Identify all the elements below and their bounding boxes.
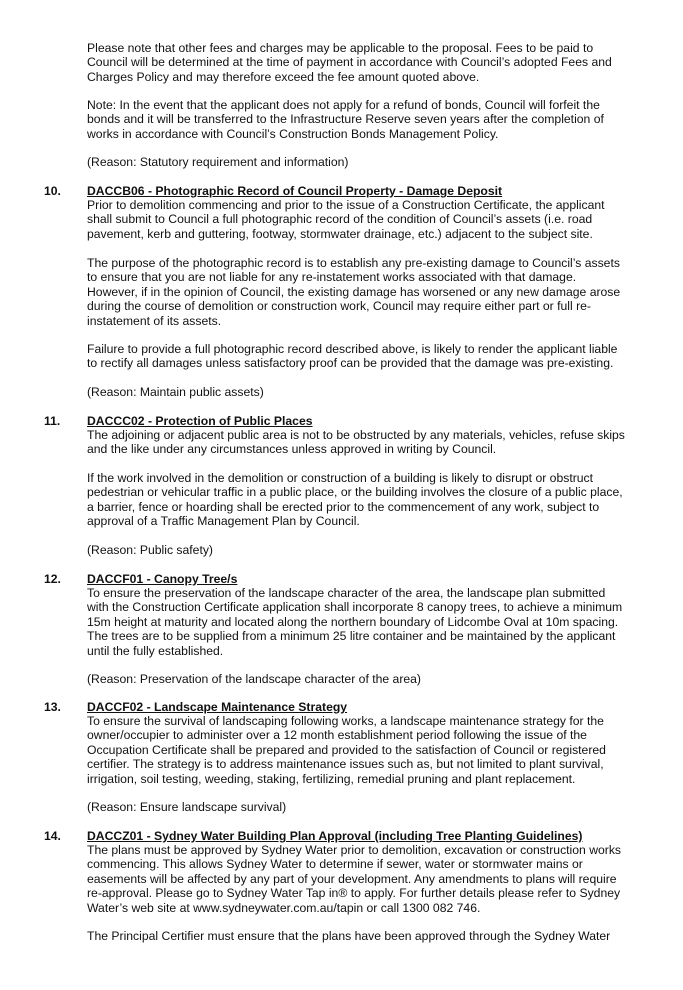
text-line: re-approval. Please go to Sydney Water Tap in® to apply. For further details please refer to Sydney [87, 886, 621, 901]
text-line: easements will be affected by any part of your development. Any amendments to plans will require [87, 871, 617, 886]
text-line: Note: In the event that the applicant does not apply for a refund of bonds, Council will forfeit the [87, 98, 600, 112]
reason-line: (Reason: Preservation of the landscape character of the area) [87, 672, 421, 686]
condition-paragraph [87, 586, 643, 658]
text-line: to ensure that you are not liable for any re-instatement works associated with that damage. [87, 270, 577, 285]
condition-heading: DACCB06 - Photographic Record of Council Property - Damage Deposit [87, 184, 503, 198]
reason-text [87, 800, 643, 814]
condition-paragraph [87, 198, 643, 241]
text-line: with the Construction Certificate application shall incorporate 8 canopy trees, to achieve a minimum [87, 600, 623, 615]
condition-paragraph [87, 714, 643, 786]
reason-text [87, 543, 643, 557]
text-line: commencing. This allows Sydney Water to determine if sewer, water or stormwater mains or [87, 857, 583, 872]
text-line: If the work involved in the demolition or construction of a building is likely to disrupt or obstruct [87, 471, 594, 485]
text-line: To ensure the survival of landscaping following works, a landscape maintenance strategy for the [87, 714, 604, 728]
condition-number: 14. [44, 829, 61, 843]
condition-heading: DACCC02 - Protection of Public Places [87, 414, 313, 428]
text-line: owner/occupier to administer over a 12 month establishment period following the issue of the [87, 728, 587, 743]
reason-text [87, 672, 643, 686]
condition-paragraph [87, 471, 643, 529]
text-line: and the like under any circumstances unless approved in writing by Council. [87, 442, 497, 457]
text-line: 15m height at maturity and located along the northern boundary of Lidcombe Oval at 10m spacing. [87, 614, 619, 629]
text-line: during the course of demolition or construction work, Council may require either part or full re- [87, 299, 591, 314]
condition-paragraph [87, 342, 643, 371]
text-line: Charges Policy and may therefore exceed the fee amount quoted above. [87, 69, 480, 84]
text-line: Water’s web site at www.sydneywater.com.au/tapin or call 1300 082 746. [87, 900, 481, 915]
reason-text [87, 155, 643, 169]
text-line: irrigation, soil testing, weeding, staking, fertilizing, remedial pruning and plant replacement. [87, 771, 576, 786]
condition-paragraph [87, 428, 643, 457]
text-line: approval of a Traffic Management Plan by Council. [87, 514, 360, 529]
text-line: works in accordance with Council’s Construction Bonds Management Policy. [87, 126, 499, 141]
condition-paragraph [87, 256, 643, 328]
text-line: The Principal Certifier must ensure that the plans have been approved through the Sydney Water [87, 929, 611, 943]
text-line: Failure to provide a full photographic record described above, is likely to render the applicant liable [87, 342, 618, 356]
text-line: Please note that other fees and charges may be applicable to the proposal. Fees to be paid to [87, 41, 594, 55]
reason-line: (Reason: Maintain public assets) [87, 385, 264, 399]
condition-number: 12. [44, 572, 61, 586]
text-line: The purpose of the photographic record is to establish any pre-existing damage to Council’s assets [87, 256, 620, 270]
reason-line: (Reason: Statutory requirement and information) [87, 155, 349, 169]
text-line: The plans must be approved by Sydney Water prior to demolition, excavation or construction works [87, 843, 622, 857]
text-line: Council will be determined at the time of payment in accordance with Council’s adopted Fees and [87, 55, 612, 70]
condition-number: 11. [44, 414, 61, 428]
condition-paragraph [87, 929, 643, 943]
condition-heading: DACCF01 - Canopy Tree/s [87, 572, 238, 586]
text-line: to rectify all damages unless satisfactory proof can be provided that the damage was pre-existing. [87, 356, 614, 371]
reason-line: (Reason: Public safety) [87, 543, 213, 557]
text-line: The trees are to be supplied from a minimum 25 litre container and be maintained by the applicant [87, 629, 616, 644]
text-line: However, if in the opinion of Council, the existing damage has worsened or any new damage arose [87, 284, 621, 299]
text-line: To ensure the preservation of the landscape character of the area, the landscape plan submitted [87, 586, 606, 600]
text-line: pavement, kerb and guttering, footway, stormwater drainage, etc.) adjacent to the subject site. [87, 226, 593, 241]
condition-paragraph [87, 843, 643, 915]
text-line: The adjoining or adjacent public area is not to be obstructed by any materials, vehicles, refuse skips [87, 428, 625, 442]
reason-line: (Reason: Ensure landscape survival) [87, 800, 287, 814]
condition-heading: DACCZ01 - Sydney Water Building Plan Approval (including Tree Planting Guidelines) [87, 829, 583, 843]
reason-text [87, 385, 643, 399]
bond-note [87, 98, 643, 141]
condition-number: 13. [44, 700, 61, 714]
text-line: shall submit to Council a full photographic record of the condition of Council’s assets (i.e. road [87, 212, 593, 227]
text-line: pedestrian or vehicular traffic in a public place, or the building involves the closure of a public place, [87, 485, 623, 500]
fees-note [87, 41, 643, 84]
condition-number: 10. [44, 184, 61, 198]
text-line: certifier. The strategy is to address maintenance issues such as, but not limited to plant survival, [87, 757, 604, 772]
text-line: until the fully established. [87, 643, 224, 658]
text-line: Occupation Certificate shall be prepared and provided to the satisfaction of Council or registered [87, 742, 606, 757]
text-line: Prior to demolition commencing and prior to the issue of a Construction Certificate, the applicant [87, 198, 605, 212]
text-line: bonds and it will be transferred to the Infrastructure Reserve seven years after the completion of [87, 112, 604, 127]
text-line: a barrier, fence or hoarding shall be erected prior to the commencement of any work, subject to [87, 499, 600, 514]
text-line: instatement of its assets. [87, 313, 222, 328]
condition-heading: DACCF02 - Landscape Maintenance Strategy [87, 700, 348, 714]
